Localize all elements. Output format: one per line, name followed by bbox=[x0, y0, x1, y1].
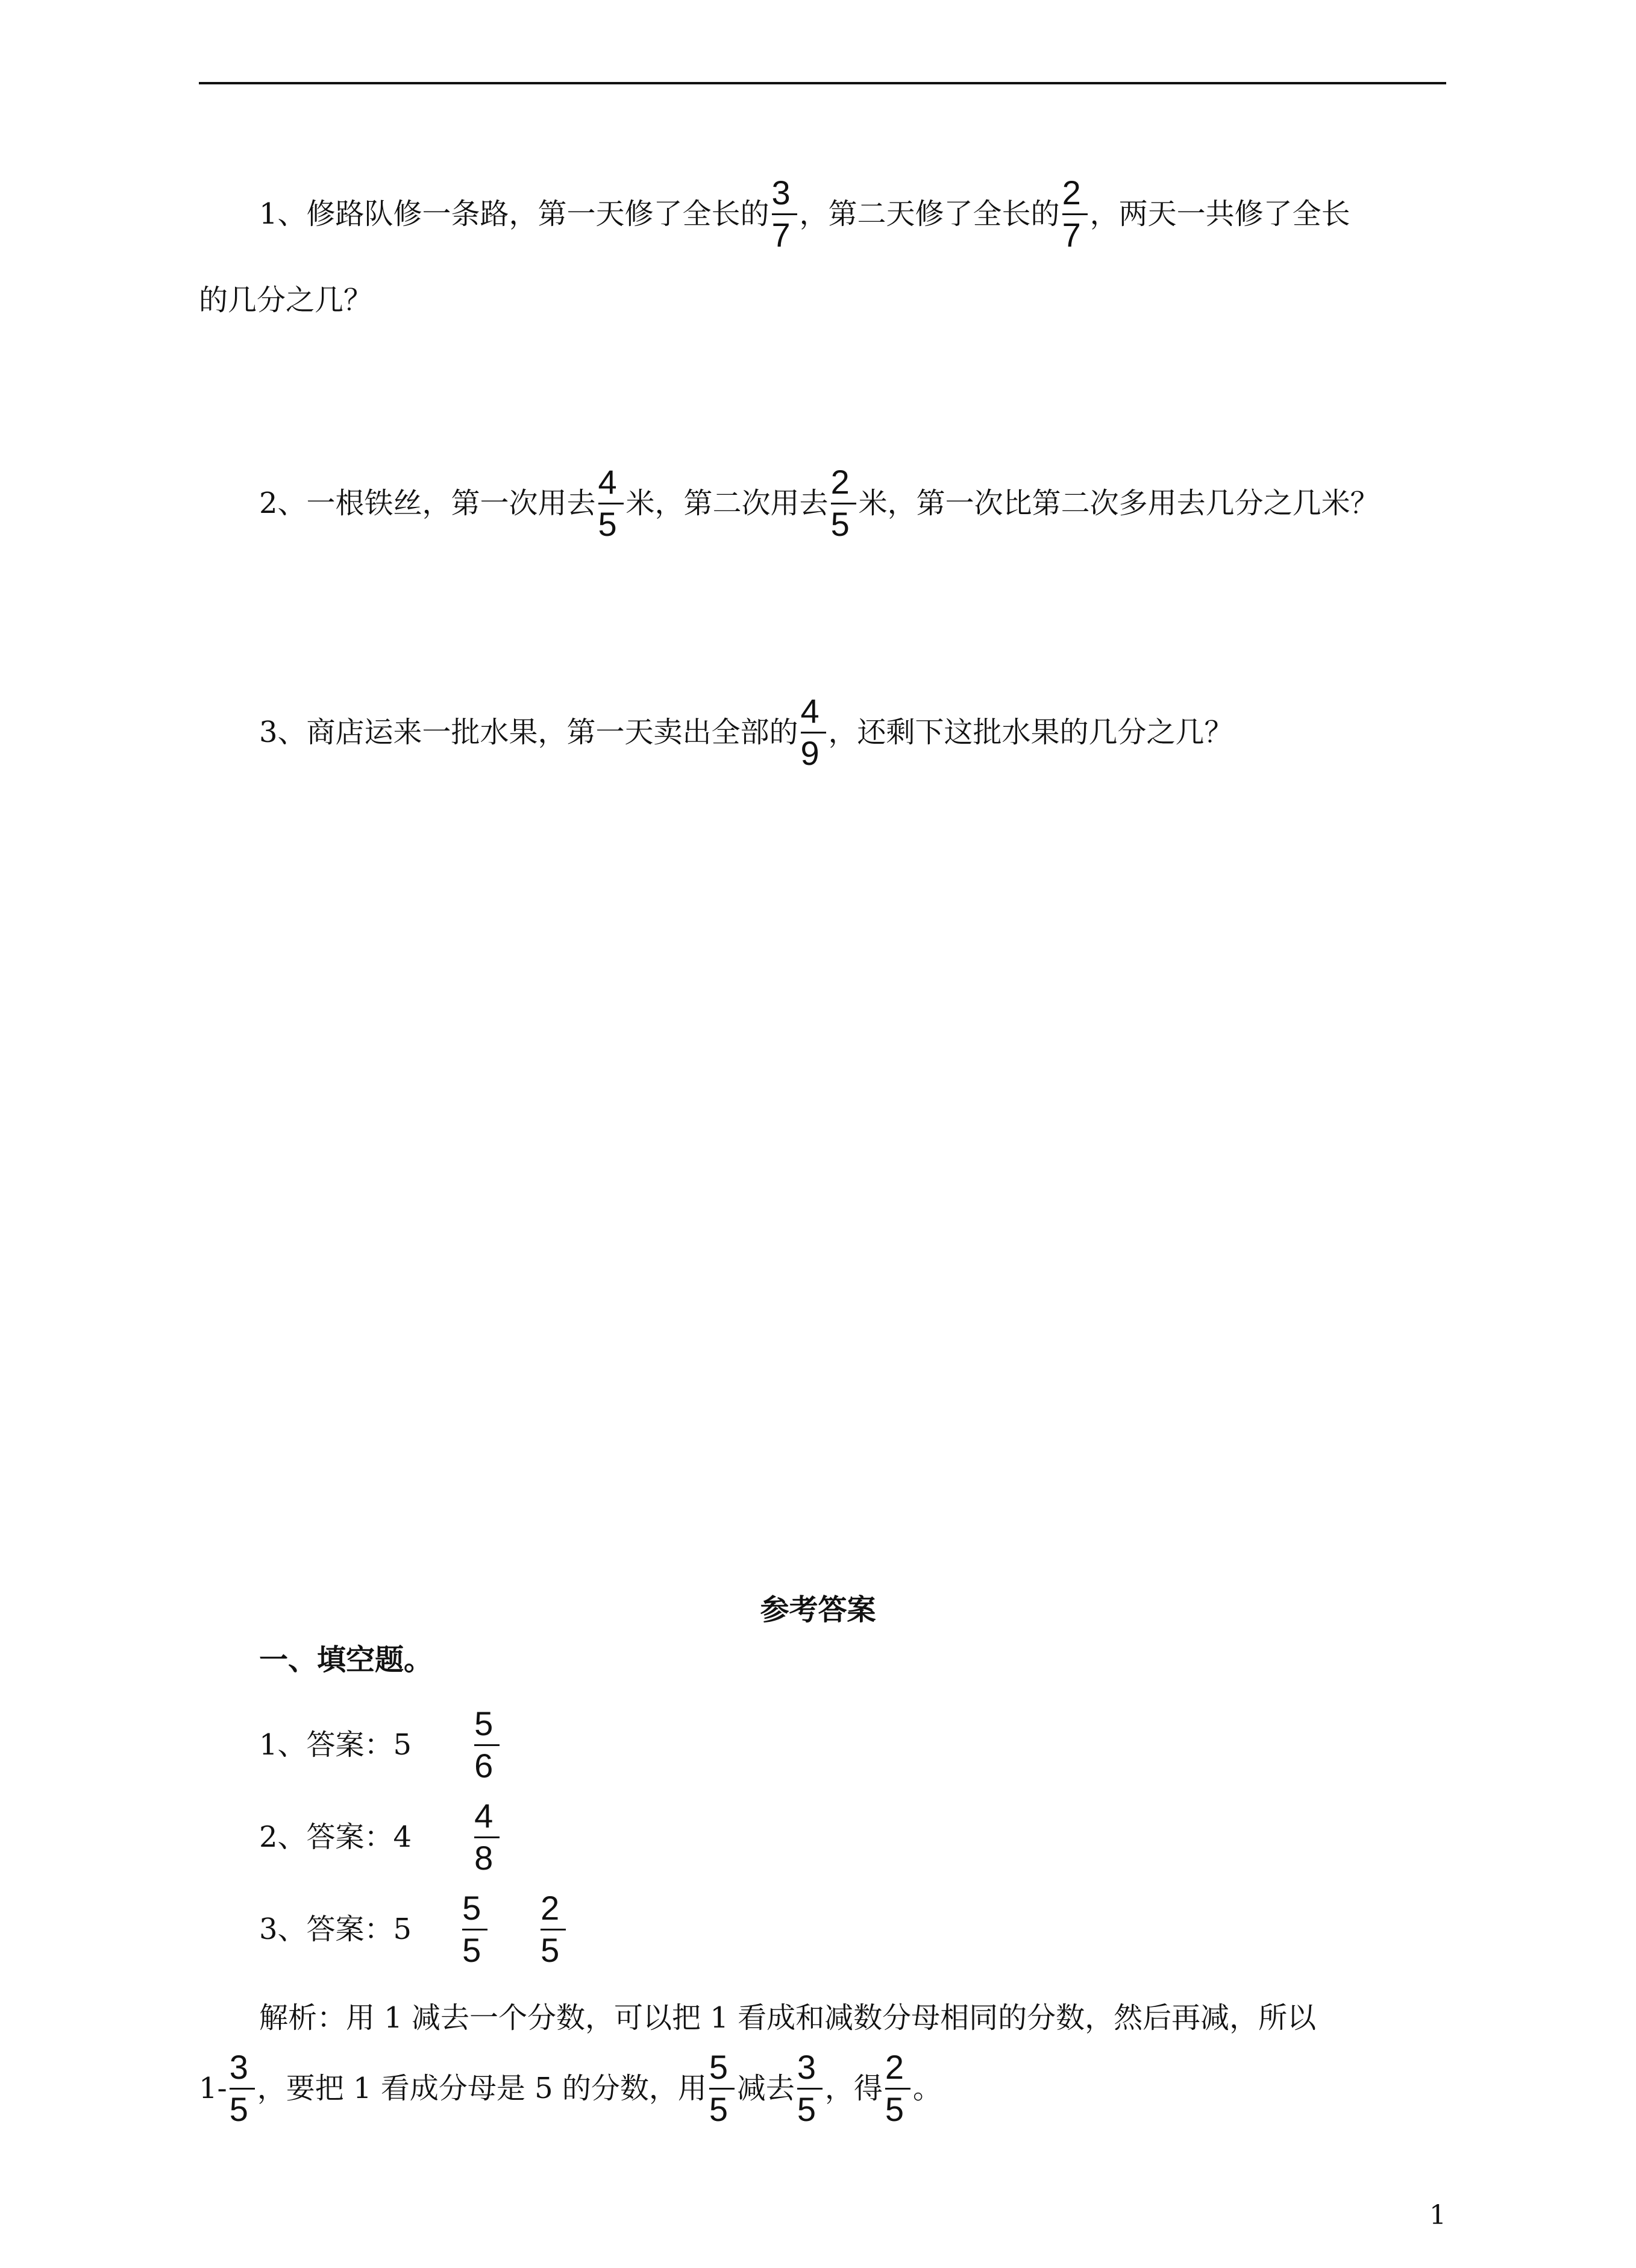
question-3 bbox=[259, 693, 1233, 772]
analysis-text-1: ，要把 1 看成分母是 5 的分数，用 bbox=[257, 2072, 707, 2106]
fraction-2-5 bbox=[541, 1890, 566, 1969]
question-2-prefix: 2、一根铁丝，第一次用去 bbox=[259, 486, 596, 521]
answers-section-heading: 一、填空题。 bbox=[259, 1643, 433, 1677]
fraction-3-5 bbox=[797, 2049, 823, 2128]
fraction-denominator: 5 bbox=[598, 505, 617, 544]
fraction-numerator: 2 bbox=[885, 2048, 904, 2086]
fraction-denominator: 5 bbox=[229, 2090, 248, 2129]
answer-3 bbox=[259, 1890, 568, 1969]
fraction-numerator: 2 bbox=[541, 1889, 560, 1927]
fraction-5-6 bbox=[474, 1706, 500, 1785]
question-1-middle: ，第二天修了全长的 bbox=[799, 197, 1060, 231]
fraction-bar bbox=[230, 2088, 255, 2090]
fraction-3-7 bbox=[772, 175, 797, 254]
fraction-4-5 bbox=[598, 464, 624, 543]
fraction-4-9 bbox=[801, 693, 826, 772]
header-rule bbox=[199, 82, 1446, 84]
fraction-2-7 bbox=[1062, 175, 1088, 254]
question-1-continuation: 的几分之几？ bbox=[199, 283, 373, 317]
fraction-numerator: 3 bbox=[771, 174, 791, 212]
question-1-suffix: ，两天一共修了全长 bbox=[1089, 197, 1350, 231]
fraction-denominator: 5 bbox=[797, 2090, 816, 2129]
fraction-denominator: 9 bbox=[800, 734, 820, 773]
analysis-text: 解析：用 1 减去一个分数，可以把 1 看成和减数分母相同的分数，然后再减，所以 bbox=[259, 2000, 1317, 2035]
answer-2 bbox=[259, 1798, 502, 1877]
fraction-denominator: 8 bbox=[474, 1839, 494, 1877]
fraction-5-5 bbox=[462, 1890, 487, 1969]
fraction-denominator: 7 bbox=[1062, 216, 1081, 254]
analysis-line-1 bbox=[259, 2000, 1317, 2035]
fraction-numerator: 5 bbox=[462, 1889, 481, 1927]
fraction-2-5 bbox=[885, 2049, 910, 2128]
analysis-text-3: ，得 bbox=[824, 2072, 883, 2106]
answer-1 bbox=[259, 1706, 502, 1785]
fraction-2-5 bbox=[831, 464, 856, 543]
question-2-suffix: 米，第一次比第二次多用去几分之几米？ bbox=[858, 486, 1379, 521]
fraction-denominator: 5 bbox=[885, 2090, 904, 2129]
fraction-numerator: 3 bbox=[797, 2048, 816, 2086]
fraction-numerator: 5 bbox=[709, 2048, 729, 2086]
fraction-bar bbox=[541, 1929, 566, 1930]
fraction-denominator: 7 bbox=[771, 216, 791, 254]
answers-title: 参考答案 bbox=[760, 1593, 876, 1627]
fraction-3-5 bbox=[230, 2049, 255, 2128]
fraction-denominator: 5 bbox=[830, 505, 850, 544]
question-1-line-1 bbox=[259, 175, 1350, 254]
question-3-prefix: 3、商店运来一批水果，第一天卖出全部的 bbox=[259, 715, 798, 750]
fraction-numerator: 4 bbox=[598, 463, 617, 501]
question-2 bbox=[259, 464, 1379, 543]
fraction-bar bbox=[831, 503, 856, 504]
fraction-bar bbox=[598, 503, 624, 504]
fraction-denominator: 5 bbox=[462, 1931, 481, 1970]
fraction-denominator: 5 bbox=[709, 2090, 729, 2129]
analysis-text-4: 。 bbox=[912, 2072, 942, 2106]
answer-1-label: 1、答案：5 bbox=[259, 1728, 412, 1762]
fraction-bar bbox=[801, 732, 826, 733]
fraction-numerator: 3 bbox=[229, 2048, 248, 2086]
fraction-bar bbox=[1062, 213, 1088, 215]
fraction-bar bbox=[474, 1836, 500, 1838]
analysis-prefix: 1- bbox=[199, 2072, 227, 2106]
fraction-numerator: 4 bbox=[800, 692, 820, 730]
fraction-bar bbox=[772, 213, 797, 215]
fraction-denominator: 6 bbox=[474, 1747, 494, 1785]
fraction-bar bbox=[797, 2088, 823, 2090]
fraction-numerator: 2 bbox=[1062, 174, 1081, 212]
answer-3-label: 3、答案：5 bbox=[259, 1912, 412, 1947]
page-number: 1 bbox=[1429, 2200, 1446, 2231]
fraction-bar bbox=[462, 1929, 487, 1930]
analysis-text-2: 减去 bbox=[736, 2072, 795, 2106]
fraction-bar bbox=[474, 1744, 500, 1746]
fraction-numerator: 2 bbox=[830, 463, 850, 501]
fraction-bar bbox=[709, 2088, 735, 2090]
answer-2-label: 2、答案：4 bbox=[259, 1820, 412, 1855]
fraction-numerator: 5 bbox=[474, 1704, 494, 1742]
fraction-denominator: 5 bbox=[541, 1931, 560, 1970]
question-3-suffix: ，还剩下这批水果的几分之几？ bbox=[828, 715, 1233, 750]
fraction-5-5 bbox=[709, 2049, 735, 2128]
fraction-4-8 bbox=[474, 1798, 500, 1877]
question-1-line-2 bbox=[199, 283, 372, 315]
fraction-bar bbox=[885, 2088, 910, 2090]
fraction-numerator: 4 bbox=[474, 1797, 494, 1835]
question-1-prefix: 1、修路队修一条路，第一天修了全长的 bbox=[259, 197, 769, 231]
analysis-line-2 bbox=[199, 2049, 942, 2128]
question-2-middle: 米，第二次用去 bbox=[625, 486, 829, 521]
